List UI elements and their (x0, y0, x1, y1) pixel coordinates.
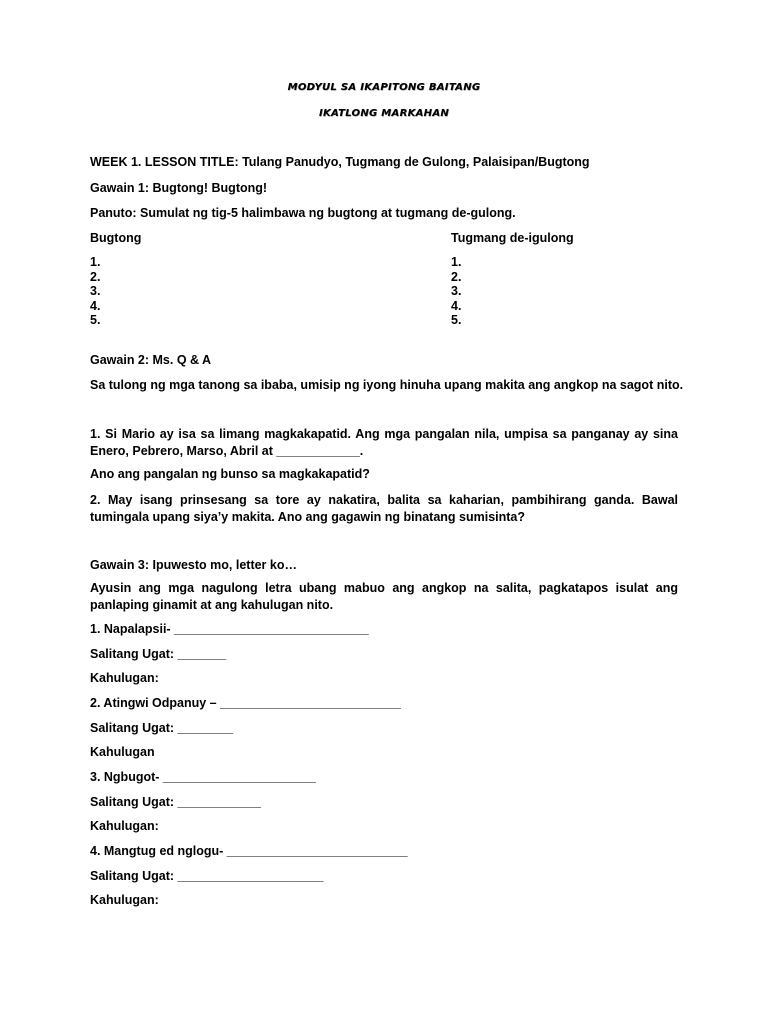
gawain1-title: Gawain 1: Bugtong! Bugtong! (90, 181, 268, 195)
list-item: 3. (90, 284, 101, 299)
tugmang-list (451, 255, 461, 328)
tugmang-column-header: Tugmang de-igulong (451, 231, 574, 245)
list-item: 5. (451, 313, 462, 328)
gawain1-instruction: Panuto: Sumulat ng tig-5 halimbawa ng bugtong at tugmang de-gulong. (90, 206, 516, 220)
item-4-word: 4. Mangtug ed nglogu- __________________________ (90, 844, 408, 858)
question-2: 2. May isang prinsesang sa tore ay nakatira, balita sa kaharian, pambihirang ganda. Bawal tumingala upang siya’y makita. Ano ang gagawin ng binatang sumisinta? (90, 493, 678, 524)
bugtong-column-header: Bugtong (90, 231, 142, 245)
list-item: 2. (451, 269, 462, 284)
list-item: 1. (90, 255, 101, 269)
item-2-kahulugan: Kahulugan (90, 745, 155, 759)
lesson-title: WEEK 1. LESSON TITLE: Tulang Panudyo, Tugmang de Gulong, Palaisipan/Bugtong (90, 155, 590, 169)
item-2-word: 2. Atingwi Odpanuy – __________________________ (90, 696, 401, 710)
item-3-word: 3. Ngbugot- ______________________ (90, 770, 316, 784)
item-4-ugat: Salitang Ugat: _____________________ (90, 869, 324, 883)
list-item: 2. (90, 269, 101, 284)
item-1-kahulugan: Kahulugan: (90, 671, 159, 685)
item-1-word: 1. Napalapsii- ____________________________ (90, 622, 369, 636)
question-1-ask: Ano ang pangalan ng bunso sa magkakapatid? (90, 467, 370, 481)
gawain2-instruction: Sa tulong ng mga tanong sa ibaba, umisip ng iyong hinuha upang makita ang angkop na sagot nito. (90, 378, 684, 392)
item-3-ugat: Salitang Ugat: ____________ (90, 795, 261, 809)
item-2-ugat: Salitang Ugat: ________ (90, 721, 234, 735)
gawain3-title: Gawain 3: Ipuwesto mo, letter ko… (90, 558, 297, 572)
item-3-kahulugan: Kahulugan: (90, 819, 159, 833)
quarter-title: IKATLONG MARKAHAN (318, 108, 450, 119)
gawain2-title: Gawain 2: Ms. Q & A (90, 353, 212, 367)
gawain3-instruction: Ayusin ang mga nagulong letra ubang mabuo ang angkop na salita, pagkatapos isulat ang panlaping ginamit at ang kahulugan nito. (90, 581, 678, 612)
list-item: 4. (90, 298, 101, 313)
list-item: 1. (451, 255, 462, 269)
item-4-kahulugan: Kahulugan: (90, 893, 159, 907)
bugtong-list (90, 255, 100, 328)
module-title: MODYUL SA IKAPITONG BAITANG (287, 82, 481, 93)
item-1-ugat: Salitang Ugat: _______ (90, 647, 227, 661)
list-item: 3. (451, 284, 462, 299)
question-1: 1. Si Mario ay isa sa limang magkakapatid. Ang mga pangalan nila, umpisa sa panganay ay sina Enero, Pebrero, Marso, Abril at ____________. (90, 427, 678, 458)
list-item: 5. (90, 313, 101, 328)
list-item: 4. (451, 298, 462, 313)
